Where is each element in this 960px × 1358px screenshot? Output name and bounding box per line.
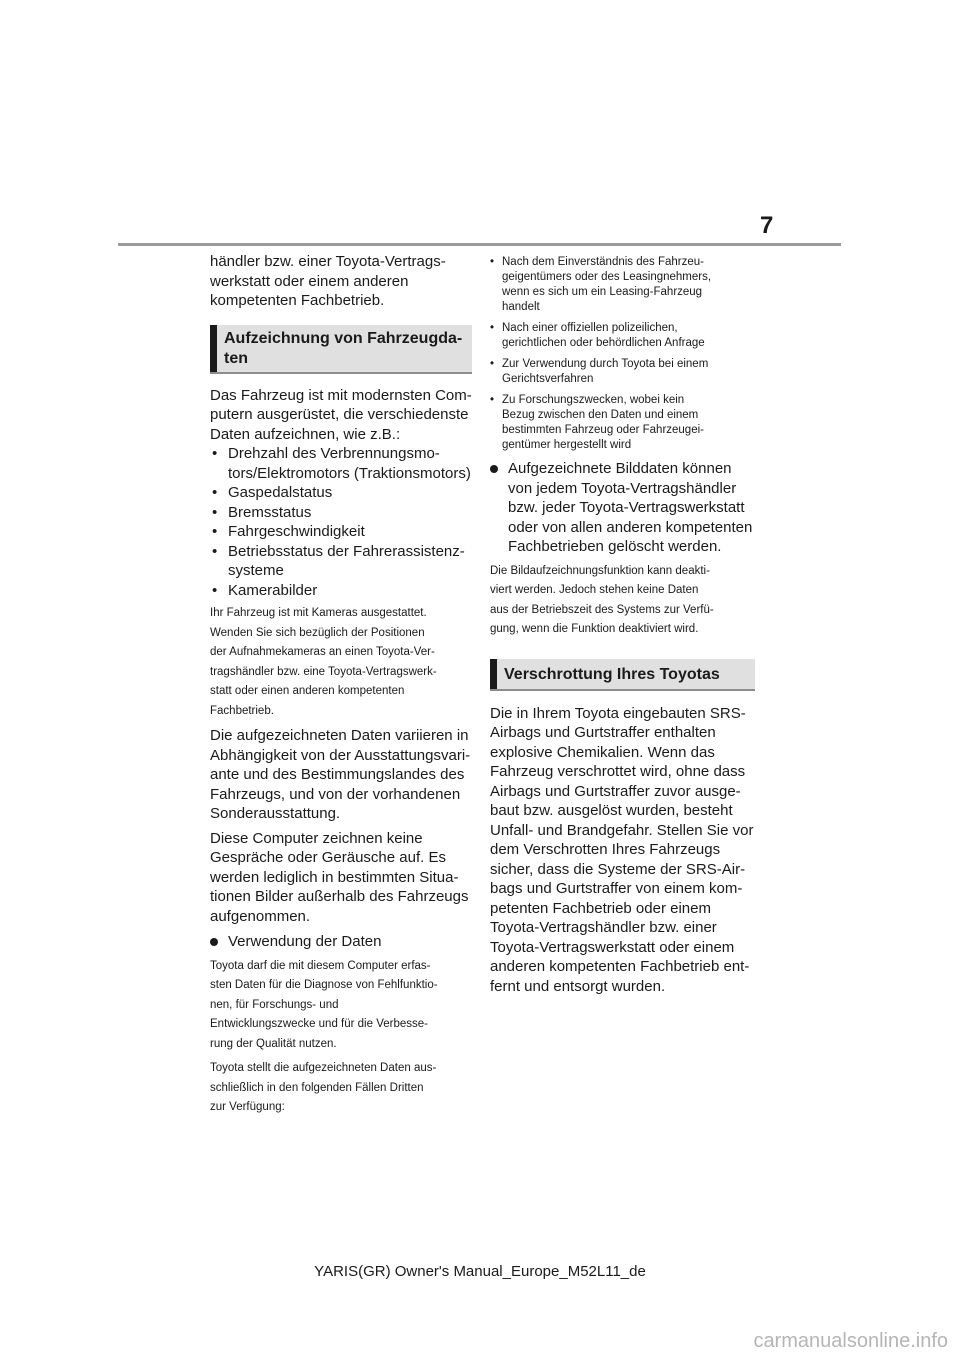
text-line: Die in Ihrem Toyota eingebauten SRS- <box>490 704 746 722</box>
text-line: Fahrzeugs, und von der vorhandenen <box>210 785 461 803</box>
text-line: • Betriebsstatus der Fahrerassistenz- <box>228 542 465 560</box>
bullet-dot-icon <box>210 938 218 946</box>
text-line: händler bzw. einer Toyota-Vertrags- <box>210 253 446 270</box>
text-line: Das Fahrzeug ist mit modernsten Com- <box>210 386 472 404</box>
text-line: Abhängigkeit von der Ausstattungsvari- <box>210 746 471 764</box>
text-line: sten Daten für die Diagnose von Fehlfunktio- <box>210 979 438 991</box>
list-item <box>210 483 472 503</box>
text-line: aufgenommen. <box>210 907 311 925</box>
text-line: Die aufgezeichneten Daten variieren in <box>210 727 469 744</box>
text-line: rung der Qualität nutzen. <box>210 1037 337 1050</box>
list-item <box>490 255 755 315</box>
left-column <box>210 252 472 1123</box>
text-line: aus der Betriebszeit des Systems zur Verfü- <box>490 603 714 616</box>
text-line: von jedem Toyota-Vertragshändler <box>508 479 737 497</box>
text-line: Airbags und Gurtstraffer enthalten <box>490 724 716 741</box>
third-party-cases-list <box>490 255 755 453</box>
text-line: • Nach einer offiziellen polizeilichen, <box>502 322 678 334</box>
text-line: oder von allen anderen kompetenten <box>508 518 753 536</box>
text-line: putern ausgerüstet, die verschiedenste <box>210 406 469 423</box>
text-line: der Aufnahmekameras an einen Toyota-Ver- <box>210 646 435 658</box>
text-line: • Nach dem Einverständnis des Fahrzeu- <box>502 256 704 268</box>
text-line: tors/Elektromotors (Traktionsmotors) <box>228 464 471 482</box>
text-line: tragshändler bzw. eine Toyota-Vertragswerk- <box>210 665 437 678</box>
text-line: Fachbetrieb. <box>210 704 274 717</box>
text-line: gerichtlichen oder behördlichen Anfrage <box>502 337 705 349</box>
intro-paragraph <box>210 252 472 311</box>
text-line: explosive Chemikalien. Wenn das <box>490 743 715 761</box>
list-item <box>210 581 472 601</box>
header-rule <box>118 243 841 246</box>
text-line: Airbags und Gurtstraffer zuvor ausge- <box>490 782 741 800</box>
text-line: Entwicklungszwecke und für die Verbesse- <box>210 1018 428 1030</box>
text-line: Diese Computer zeichnen keine <box>210 829 423 847</box>
text-line: • Gaspedalstatus <box>228 484 333 501</box>
text-line: Sonderausstattung. <box>210 805 341 822</box>
bullet-heading-image-data <box>490 459 755 557</box>
paragraph-computers <box>210 386 472 445</box>
text-line: • Zur Verwendung durch Toyota bei einem <box>502 358 709 370</box>
text-line: zur Verfügung: <box>210 1101 285 1113</box>
text-line: kompetenten Fachbetrieb. <box>210 292 385 309</box>
text-line: Toyota-Vertragswerkstatt oder einem <box>490 938 735 956</box>
text-line: Aufgezeichnete Bilddaten können <box>508 460 732 477</box>
text-line: bags und Gurtstraffer von einem kom- <box>490 880 743 897</box>
bullet-dot-icon <box>490 465 498 473</box>
footer-manual-id: YARIS(GR) Owner's Manual_Europe_M52L11_de <box>314 1263 646 1280</box>
text-line: Daten aufzeichnen, wie z.B.: <box>210 425 401 443</box>
text-line: bzw. jeder Toyota-Vertragswerkstatt <box>508 499 745 516</box>
bullet-heading-text: Verwendung der Daten <box>228 933 382 950</box>
list-item <box>490 393 755 453</box>
note-cameras <box>210 604 472 721</box>
section-title-line1: Aufzeichnung von Fahrzeugda- <box>224 329 463 347</box>
list-item <box>490 321 755 351</box>
text-line: • Drehzahl des Verbrennungsmo- <box>228 445 440 462</box>
text-line: dem Verschrotten Ihres Fahrzeugs <box>490 841 721 858</box>
recorded-data-list <box>210 444 472 600</box>
text-line: Fachbetrieben gelöscht werden. <box>508 538 722 555</box>
list-item <box>210 503 472 523</box>
text-line: petenten Fachbetrieb oder einem <box>490 899 711 917</box>
text-line: viert werden. Jedoch stehen keine Daten <box>490 584 699 596</box>
paragraph-scrapping <box>490 704 755 997</box>
text-line: ante und des Bestimmungslandes des <box>210 766 465 783</box>
text-line: Fahrzeug verschrottet wird, ohne dass <box>490 763 746 780</box>
text-line: tionen Bilder außerhalb des Fahrzeugs <box>210 888 469 905</box>
text-line: schließlich in den folgenden Fällen Dritten <box>210 1081 424 1094</box>
watermark: carmanualsonline.info <box>753 1330 948 1352</box>
section-header-vehicle-data <box>210 325 472 374</box>
list-item <box>210 444 472 483</box>
paragraph-variation <box>210 726 472 824</box>
section-title: Verschrottung Ihres Toyotas <box>504 665 720 683</box>
text-line: Wenden Sie sich bezüglich der Positionen <box>210 626 425 639</box>
text-line: • Kamerabilder <box>228 581 318 599</box>
page-number: 7 <box>760 212 774 239</box>
section-title-line2: ten <box>224 349 248 367</box>
list-item <box>210 542 472 581</box>
text-line: • Fahrgeschwindigkeit <box>228 523 365 540</box>
note-data-use <box>210 957 472 1055</box>
bullet-heading-text <box>508 459 755 557</box>
text-line: • Zu Forschungszwecken, wobei kein <box>502 394 685 406</box>
text-line: geigentümers oder des Leasingnehmers, <box>502 271 712 283</box>
text-line: handelt <box>502 301 540 313</box>
text-line: Toyota darf die mit diesem Computer erfas- <box>210 959 431 972</box>
text-line: systeme <box>228 562 284 579</box>
list-item <box>210 522 472 542</box>
text-line: gentümer hergestellt wird <box>502 439 632 451</box>
text-line: baut bzw. ausgelöst wurden, besteht <box>490 802 733 819</box>
text-line: wenn es sich um ein Leasing-Fahrzeug <box>502 286 703 298</box>
text-line: werkstatt oder einem anderen <box>210 272 409 290</box>
paragraph-no-audio <box>210 829 472 927</box>
text-line: bestimmten Fahrzeug oder Fahrzeugei- <box>502 424 704 436</box>
list-item <box>490 357 755 387</box>
text-line: Ihr Fahrzeug ist mit Kameras ausgestattet. <box>210 607 427 619</box>
text-line: Toyota stellt die aufgezeichneten Daten aus- <box>210 1062 437 1074</box>
bullet-heading-data-use <box>210 932 472 952</box>
text-line: Unfall- und Brandgefahr. Stellen Sie vor <box>490 821 754 839</box>
text-line: statt oder einen anderen kompetenten <box>210 685 405 697</box>
text-line: nen, für Forschungs- und <box>210 998 339 1011</box>
text-line: Bezug zwischen den Daten und einem <box>502 409 699 421</box>
text-line: • Bremsstatus <box>228 503 312 521</box>
text-line: sicher, dass die Systeme der SRS-Air- <box>490 860 746 878</box>
note-third-parties <box>210 1059 472 1118</box>
text-line: Gerichtsverfahren <box>502 373 594 385</box>
note-image-recording <box>490 562 755 640</box>
text-line: Toyota-Vertragshändler bzw. einer <box>490 919 717 936</box>
text-line: fernt und entsorgt wurden. <box>490 977 666 995</box>
text-line: Die Bildaufzeichnungsfunktion kann deakti- <box>490 564 710 577</box>
text-line: werden lediglich in bestimmten Situa- <box>210 868 459 886</box>
right-column <box>490 252 755 1000</box>
text-line: anderen kompetenten Fachbetrieb ent- <box>490 958 750 975</box>
text-line: gung, wenn die Funktion deaktiviert wird. <box>490 623 699 635</box>
section-header-scrapping <box>490 659 755 691</box>
text-line: Gespräche oder Geräusche auf. Es <box>210 849 446 866</box>
